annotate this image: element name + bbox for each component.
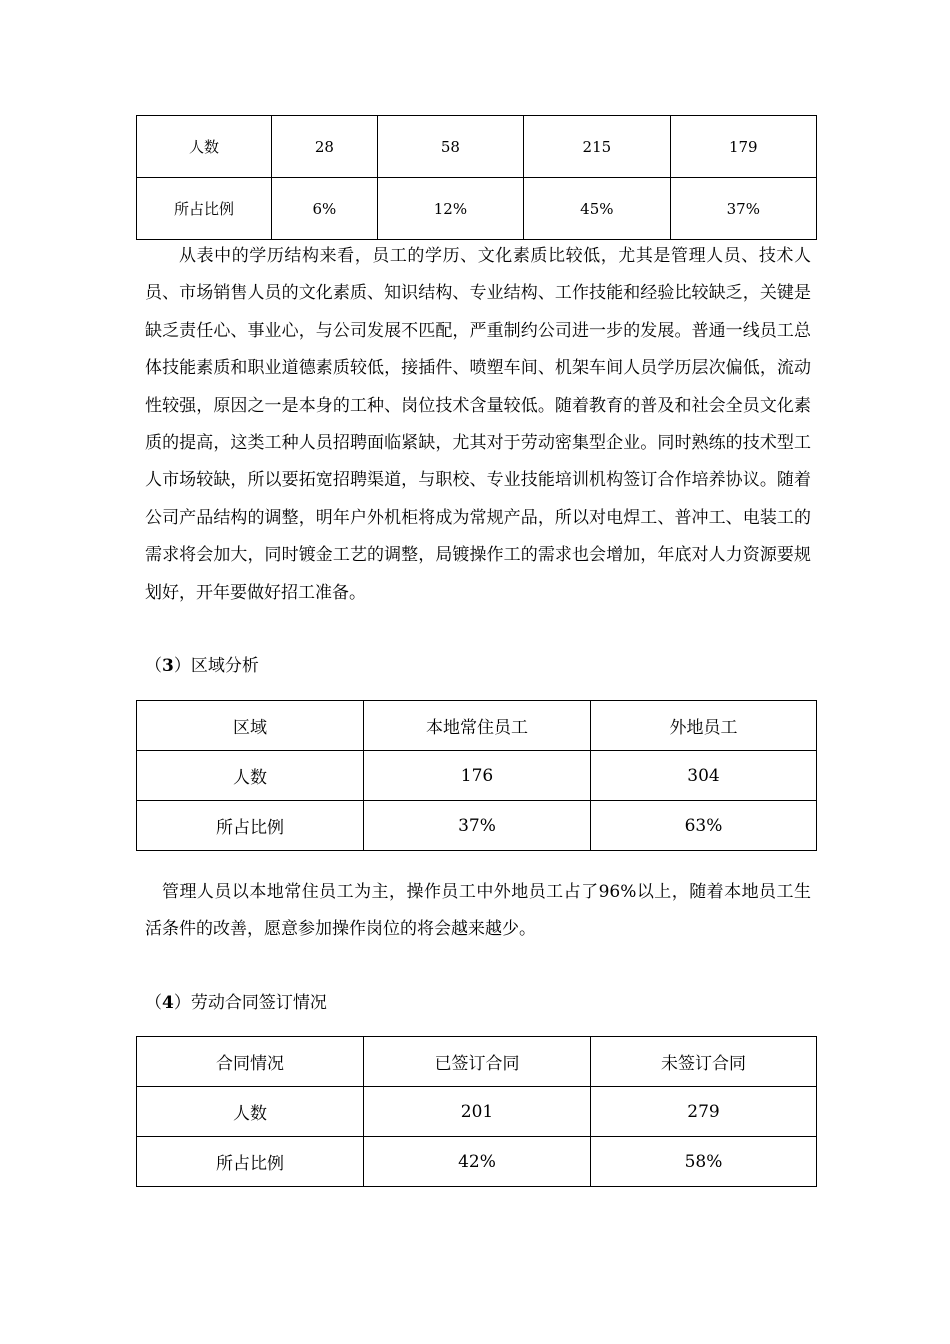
contract-table — [136, 1036, 817, 1187]
table-cell: 176 — [364, 751, 591, 801]
table-cell: 58 — [377, 116, 523, 178]
table-header-row — [137, 1037, 817, 1087]
table-cell: 12% — [377, 178, 523, 240]
table-cell: 37% — [670, 178, 816, 240]
table-row — [137, 178, 817, 240]
row-label: 所占比例 — [137, 178, 272, 240]
heading-paren: （ — [145, 993, 162, 1013]
row-label: 人数 — [137, 116, 272, 178]
heading-paren: （ — [145, 656, 162, 676]
row-label: 所占比例 — [137, 1137, 364, 1187]
heading-text: ）区域分析 — [173, 656, 259, 676]
table-row — [137, 801, 817, 851]
table-cell: 215 — [524, 116, 670, 178]
table-row — [137, 751, 817, 801]
column-header: 外地员工 — [591, 701, 817, 751]
heading-number: 4 — [162, 993, 174, 1013]
table-row — [137, 1087, 817, 1137]
heading-number: 3 — [162, 656, 174, 676]
table-cell: 37% — [364, 801, 591, 851]
table-cell: 179 — [670, 116, 816, 178]
table-cell: 201 — [364, 1087, 591, 1137]
region-table — [136, 700, 817, 851]
table-cell: 28 — [272, 116, 378, 178]
column-header: 合同情况 — [137, 1037, 364, 1087]
table-row — [137, 116, 817, 178]
table-cell: 45% — [524, 178, 670, 240]
heading-text: ）劳动合同签订情况 — [173, 993, 327, 1013]
table-cell: 304 — [591, 751, 817, 801]
education-table — [136, 115, 817, 240]
column-header: 区域 — [137, 701, 364, 751]
region-section-heading — [145, 651, 259, 676]
column-header: 未签订合同 — [591, 1037, 817, 1087]
region-analysis-paragraph: 管理人员以本地常住员工为主，操作员工中外地员工占了96%以上，随着本地员工生活条件的改善，愿意参加操作岗位的将会越来越少。 — [145, 882, 811, 939]
table-row — [137, 1137, 817, 1187]
table-cell: 6% — [272, 178, 378, 240]
row-label: 所占比例 — [137, 801, 364, 851]
row-label: 人数 — [137, 1087, 364, 1137]
row-label: 人数 — [137, 751, 364, 801]
table-cell: 63% — [591, 801, 817, 851]
contract-section-heading — [145, 988, 327, 1013]
column-header: 已签订合同 — [364, 1037, 591, 1087]
table-header-row — [137, 701, 817, 751]
table-cell: 58% — [591, 1137, 817, 1187]
column-header: 本地常住员工 — [364, 701, 591, 751]
education-analysis-paragraph: 从表中的学历结构来看，员工的学历、文化素质比较低，尤其是管理人员、技术人员、市场销售人员的文化素质、知识结构、专业结构、工作技能和经验比较缺乏，关键是缺乏责任心、事业心，与公司发展不匹配，严重制约公司进一步的发展。普通一线员工总体技能素质和职业道德素质较低，接插件、喷塑车间、机架车间人员学历层次偏低，流动性较强，原因之一是本身的工种、岗位技术含量较低。随着教育的普及和社会全员文化素质的提高，这类工种人员招聘面临紧缺，尤其对于劳动密集型企业。同时熟练的技术型工人市场较缺，所以要拓宽招聘渠道，与职校、专业技能培训机构签订合作培养协议。随着公司产品结构的调整，明年户外机柜将成为常规产品，所以对电焊工、普冲工、电装工的需求将会加大，同时镀金工艺的调整，局镀操作工的需求也会增加，年底对人力资源要规划好，开年要做好招工准备。 — [145, 246, 811, 603]
table-cell: 42% — [364, 1137, 591, 1187]
table-cell: 279 — [591, 1087, 817, 1137]
